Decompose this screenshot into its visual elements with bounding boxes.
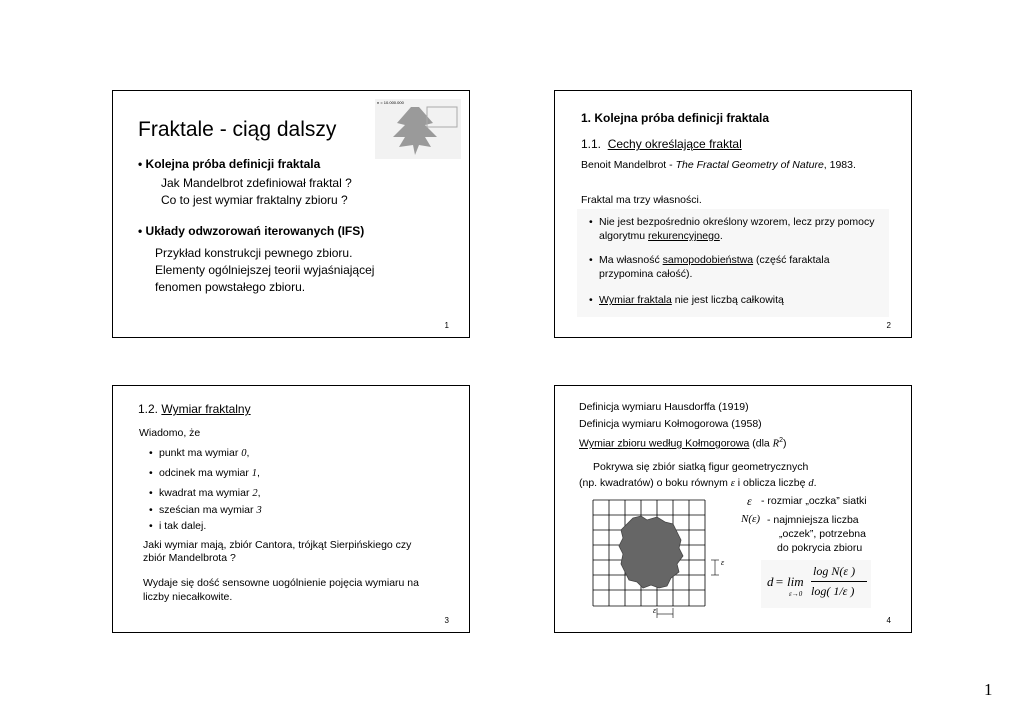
text-line: Definicja wymiaru Kołmogorowa (1958) [579,418,762,430]
n-description: - najmniejsza liczba [767,514,859,526]
grid-diagram [575,496,725,621]
slide-number: 4 [886,616,891,625]
list-item: • i tak dalej. [159,520,206,532]
bullet-2: • Układy odwzorowań iterowanych (IFS) [138,224,365,238]
fern-image [375,99,461,159]
text-line: Jaki wymiar mają, zbiór Cantora, trójkąt Sierpińskiego czy [143,539,412,551]
formula-denominator: log( 1/ε ) [811,584,855,598]
text-line: Fraktal ma trzy własności. [581,194,702,206]
text-line: Jak Mandelbrot zdefiniował fraktal ? [161,176,352,190]
text-line: zbiór Mandelbrota ? [143,552,236,564]
text-line: liczby niecałkowite. [143,591,233,603]
property-2: • Ma własność samopodobieństwa (część faraktala [599,254,830,266]
text-line: Wydaje się dość sensowne uogólnienie pojęcia wymiaru na [143,577,419,589]
list-item: • punkt ma wymiar 0, [159,447,249,459]
text-line: Wiadomo, że [139,427,201,439]
formula [761,560,871,608]
page-number: 1 [984,680,993,699]
text-line: fenomen powstałego zbioru. [155,280,306,294]
grid-eps-label: ε [653,606,657,615]
slide-title: Fraktale - ciąg dalszy [138,118,337,141]
bullet-1: • Kolejna próba definicji fraktala [138,157,321,171]
list-item: • kwadrat ma wymiar 2, [159,487,261,499]
fern-caption: n = 10.000.000 [377,100,404,105]
slide-2 [554,90,912,338]
text-line: Przykład konstrukcji pewnego zbioru. [155,246,353,260]
slide-heading: 1. Kolejna próba definicji fraktala [581,111,770,125]
property-1-cont: algorytmu rekurencyjnego. [599,230,723,242]
reference: Benoit Mandelbrot - The Fractal Geometry of Nature, 1983. [581,159,856,171]
formula-numerator: log N(ε ) [813,564,856,578]
n-symbol: N(ε) [741,513,760,525]
formula-d: d [767,574,774,589]
n-description: „oczek”, potrzebna [779,528,866,540]
n-description: do pokrycia zbioru [777,542,863,554]
text-line: Elementy ogólniejszej teorii wyjaśniającej [155,263,375,277]
property-2-cont: przypomina całość). [599,268,693,280]
slide-number: 1 [444,321,449,330]
fractal-blob [619,516,683,588]
eps-symbol: ε [747,494,752,508]
text-line: Pokrywa się zbiór siatką figur geometrycznych [593,461,809,473]
slide-number: 3 [444,616,449,625]
fraction-bar [811,581,867,582]
text-line: Definicja wymiaru Hausdorffa (1919) [579,401,749,413]
formula-sub: ε→0 [789,590,803,598]
eps-description: - rozmiar „oczka” siatki [761,495,867,507]
formula-lim: = lim [775,574,804,589]
list-item: • sześcian ma wymiar 3 [159,504,262,516]
text-line: (np. kwadratów) o boku równym ε i oblicza liczbę d. [579,477,817,489]
property-3: • Wymiar fraktala nie jest liczbą całkowitą [599,294,784,306]
text-line: Co to jest wymiar fraktalny zbioru ? [161,193,348,207]
list-item: • odcinek ma wymiar 1, [159,467,260,479]
property-1: • Nie jest bezpośrednio określony wzorem, lecz przy pomocy [599,216,874,228]
text-line: Wymiar zbioru według Kołmogorowa (dla $R^2$) [579,437,787,450]
fern-icon [375,99,461,159]
subheading: 1.1. Cechy określające fraktal [581,137,742,151]
grid-eps-label: ε [721,558,725,567]
slide-1 [112,90,470,338]
slide-3 [112,385,470,633]
slide-4 [554,385,912,633]
slide-heading: 1.2. Wymiar fraktalny [138,402,251,416]
slide-number: 2 [886,321,891,330]
